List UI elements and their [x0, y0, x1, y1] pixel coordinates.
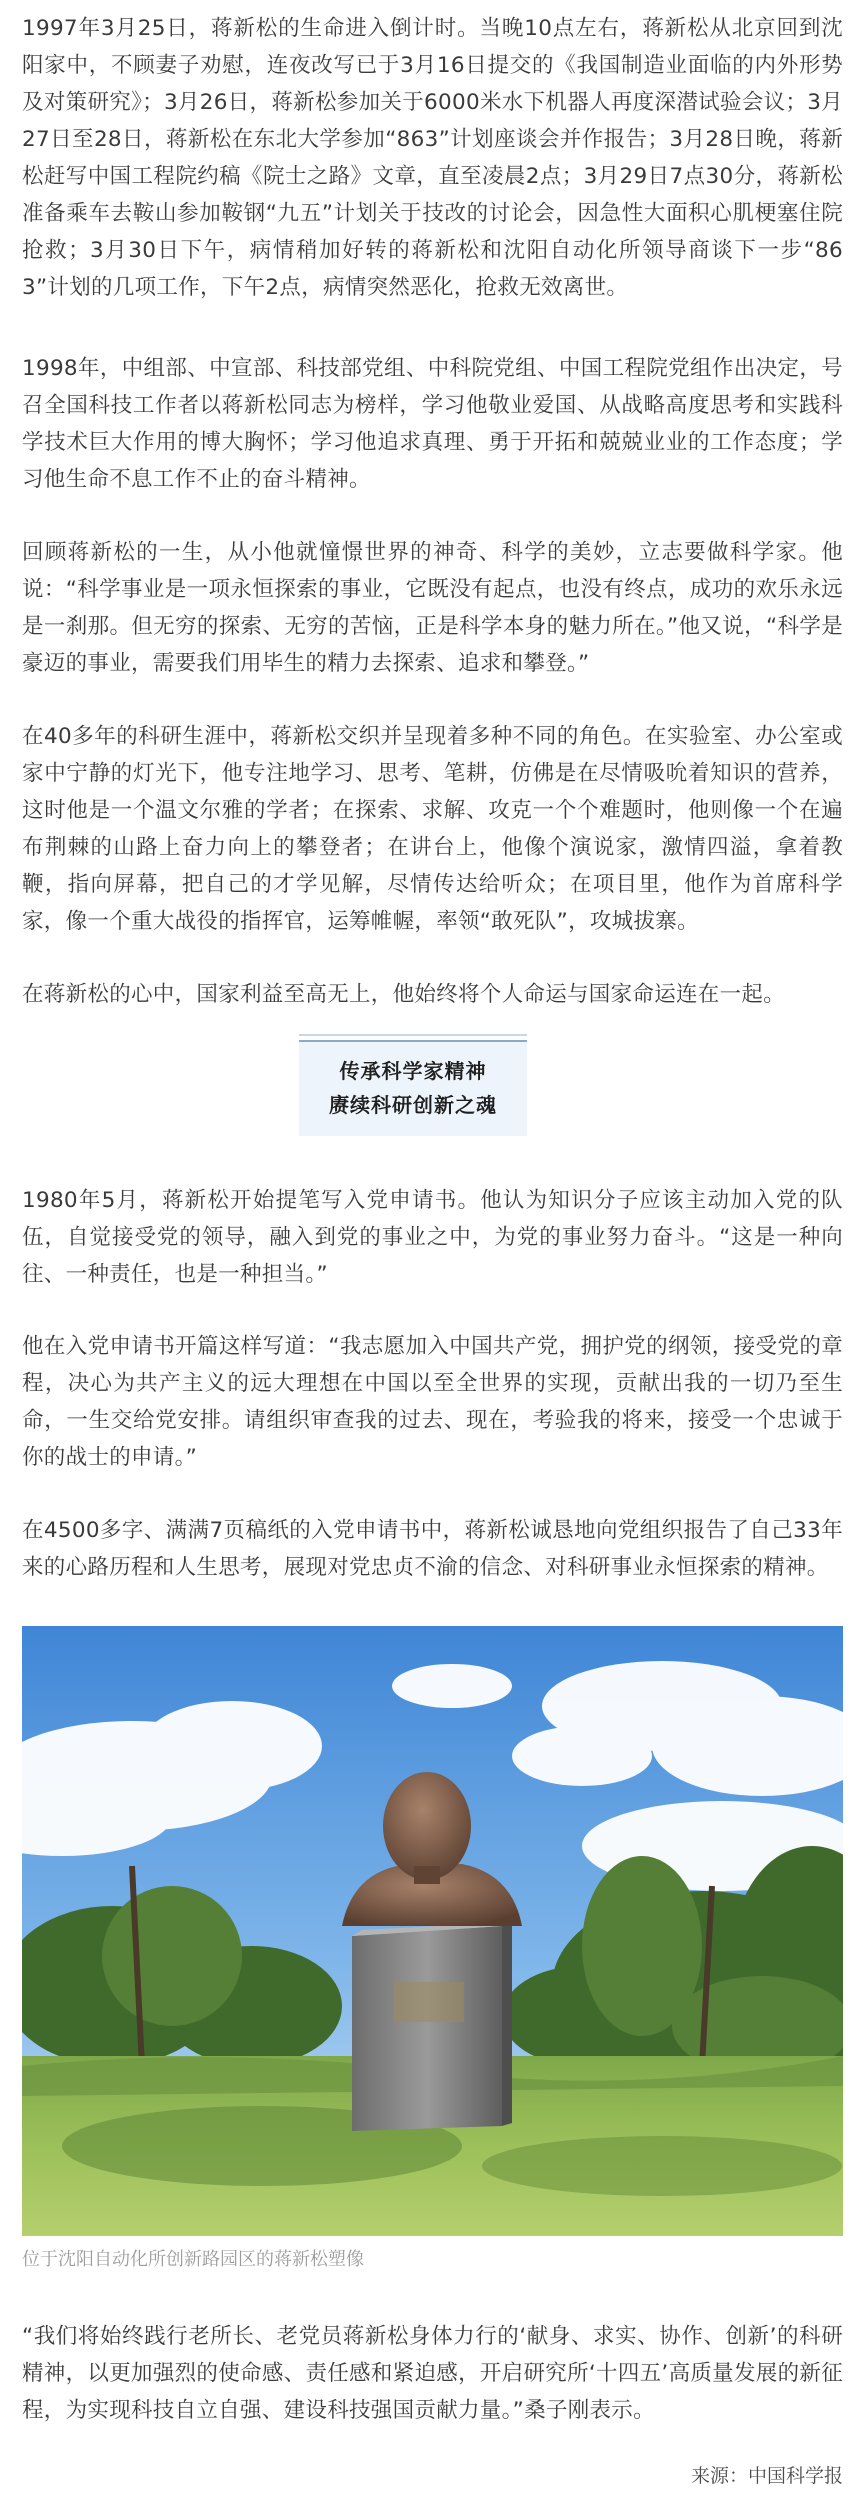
paragraph-national-interest: 在蒋新松的心中，国家利益至高无上，他始终将个人命运与国家命运连在一起。	[22, 982, 786, 1007]
section-heading-line-2: 赓续科研创新之魂	[329, 1093, 497, 1117]
paragraph-life-review: 回顾蒋新松的一生，从小他就憧憬世界的神奇、科学的美妙，立志要做科学家。他说：“科学事业是一项永恒探索的事业，它既没有起点，也没有终点，成功的欢乐永远是一刹那。但无穷的探索、无穷的苦恼，正是科学本身的魅力所在。”他又说，“科学是豪迈的事业，需要我们用毕生的精力去探索、追求和攀登。”	[22, 540, 843, 676]
closing-quote: “我们将始终践行老所长、老党员蒋新松身体力行的‘献身、求实、协作、创新’的科研精神，以更加强烈的使命感、责任感和紧迫感，开启研究所‘十四五’高质量发展的新征程，为实现科技自立自强、建设科技强国贡献力量。”桑子刚表示。	[22, 2324, 843, 2423]
paragraph-roles: 在40多年的科研生涯中，蒋新松交织并呈现着多种不同的角色。在实验室、办公室或家中宁静的灯光下，他专注地学习、思考、笔耕，仿佛是在尽情吸吮着知识的营养，这时他是一个温文尔雅的学者；在探索、求解、攻克一个个难题时，他则像一个在遍布荆棘的山路上奋力向上的攀登者；在讲台上，他像个演说家，激情四溢，拿着教鞭，指向屏幕，把自己的才学见解，尽情传达给听众；在项目里，他作为首席科学家，像一个重大战役的指挥官，运筹帷幄，率领“敢死队”，攻城拔寨。	[22, 724, 843, 934]
photo-caption: 位于沈阳自动化所创新路园区的蒋新松塑像	[22, 2249, 364, 2270]
paragraph-party-application: 1980年5月，蒋新松开始提笔写入党申请书。他认为知识分子应该主动加入党的队伍，自觉接受党的领导，融入到党的事业之中，为党的事业努力奋斗。“这是一种向往、一种责任，也是一种担当。”	[22, 1188, 843, 1287]
section-heading-line-1: 传承科学家精神	[339, 1059, 487, 1083]
paragraph-1998-decision: 1998年，中组部、中宣部、科技部党组、中科院党组、中国工程院党组作出决定，号召全国科技工作者以蒋新松同志为榜样，学习他敬业爱国、从战略高度思考和实践科学技术巨大作用的博大胸怀；学习他追求真理、勇于开拓和兢兢业业的工作态度；学习他生命不息工作不止的奋斗精神。	[22, 356, 843, 492]
statue-photo-illustration	[22, 1626, 843, 2236]
source-credit: 来源：中国科学报	[690, 2465, 843, 2487]
paragraph-application-text: 他在入党申请书开篇这样写道：“我志愿加入中国共产党，拥护党的纲领，接受党的章程，决心为共产主义的远大理想在中国以至全世界的实现，贡献出我的一切乃至生命，一生交给党安排。请组织审查我的过去、现在，考验我的将来，接受一个忠诚于你的战士的申请。”	[22, 1334, 843, 1470]
statue-photo	[22, 1626, 843, 2236]
paragraph-final-days: 1997年3月25日，蒋新松的生命进入倒计时。当晚10点左右，蒋新松从北京回到沈阳家中，不顾妻子劝慰，连夜改写已于3月16日提交的《我国制造业面临的内外形势及对策研究》；3月26日，蒋新松参加关于6000米水下机器人再度深潜试验会议；3月27日至28日，蒋新松在东北大学参加“863”计划座谈会并作报告；3月28日晚，蒋新松赶写中国工程院约稿《院士之路》文章，直至凌晨2点；3月29日7点30分，蒋新松准备乘车去鞍山参加鞍钢“九五”计划关于技改的讨论会，因急性大面积心肌梗塞住院抢救；3月30日下午，病情稍加好转的蒋新松和沈阳自动化所领导商谈下一步“863”计划的几项工作，下午2点，病情突然恶化，抢救无效离世。	[22, 16, 843, 300]
paragraph-application-length: 在4500多字、满满7页稿纸的入党申请书中，蒋新松诚恳地向党组织报告了自己33年来的心路历程和人生思考，展现对党忠贞不渝的信念、对科研事业永恒探索的精神。	[22, 1518, 843, 1580]
section-heading-box	[299, 1040, 527, 1136]
